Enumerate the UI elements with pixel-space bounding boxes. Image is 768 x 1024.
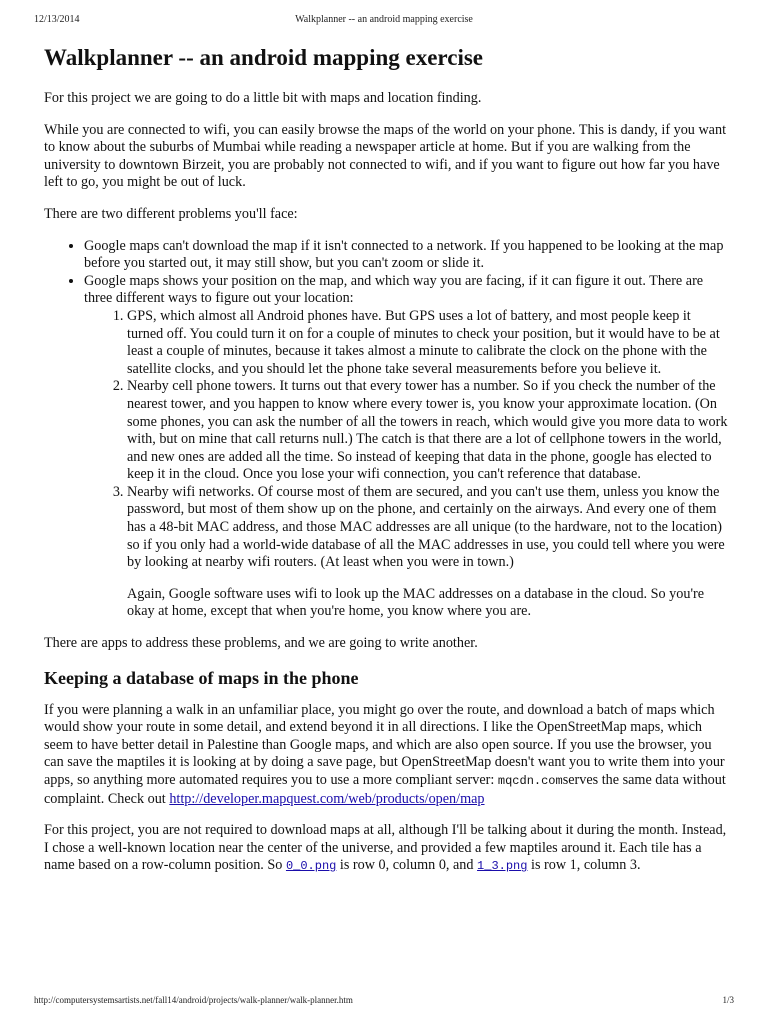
print-date: 12/13/2014 — [34, 14, 80, 25]
mapquest-link[interactable]: http://developer.mapquest.com/web/products/open/map — [169, 790, 485, 807]
problems-list — [44, 238, 728, 621]
section-heading: Keeping a database of maps in the phone — [44, 667, 359, 688]
print-footer-url: http://computersystemsartists.net/fall14/android/projects/walk-planner/walk-planner.htm — [34, 995, 353, 1005]
tile-1-3-link[interactable]: 1_3.png — [477, 859, 528, 874]
problem-item-download — [84, 238, 728, 273]
project-paragraph — [44, 822, 728, 876]
method-gps — [127, 308, 728, 378]
method-wifi-text: Nearby wifi networks. Of course most of them are secured, and you can't use them, unless you know the password, but most of them show up on the phone, and certainly on the airways. And every one of them has a 48-bit MAC address, and those MAC addresses are all unique (to the hardware, not to the location) so if you only had a world-wide database of all the MAC addresses in use, you could tell where you were by looking at nearby wifi routers. (At least when you were in town.) — [127, 483, 725, 571]
method-cell-towers — [127, 378, 728, 484]
problem-text-position: Google maps shows your position on the map, and which way you are facing, if it can figure it out. There are three different ways to figure out your location: — [84, 272, 704, 307]
project-text-3: is row 1, column 3. — [527, 857, 641, 874]
method-cell-towers-text: Nearby cell phone towers. It turns out that every tower has a number. So if you check the number of the nearest tower, and you happen to know where every tower is, you know your approximate location. (On some phones, you can ask the number of all the towers in reach, which would give you more data to work with, but on mine that call returns null.) The catch is that there are a lot of cellphone towers in the world, and new ones are added all the time. So instead of keeping that data in the phone, google has elected to keep it in the cloud. Once you lose your wifi connection, you can't reference that database. — [127, 378, 728, 483]
method-gps-text: GPS, which almost all Android phones have. But GPS uses a lot of battery, and most people keep it turned off. You could turn it on for a couple of minutes to check your position, but it would have to be at least a couple of minutes, because it takes almost a minute to calibrate the clock on the phone with the satellite clocks, and you should let the phone take several measurements before you believe it. — [127, 307, 720, 377]
apps-paragraph: There are apps to address these problems, and we are going to write another. — [44, 635, 478, 652]
server-name-code: mqcdn.com — [497, 774, 563, 788]
method-wifi — [127, 484, 728, 621]
intro-paragraph: For this project we are going to do a little bit with maps and location finding. — [44, 90, 482, 106]
tile-0-0-link[interactable]: 0_0.png — [285, 859, 337, 874]
print-header-title: Walkplanner -- an android mapping exercise — [295, 14, 473, 25]
planning-paragraph — [44, 702, 728, 809]
project-text-2: is row 0, column 0, and — [336, 857, 478, 874]
document-body — [44, 44, 728, 890]
wifi-note: Again, Google software uses wifi to look up the MAC addresses on a database in the cloud. So you're okay at home, except that when you're home, you know where you are. — [127, 585, 705, 620]
page-number: 1/3 — [722, 995, 734, 1005]
planning-text-2: serves the same data without complaint. Check out — [44, 772, 726, 807]
project-text-1: For this project, you are not required to download maps at all, although I'll be talking about it during the month. Instead, I chose a well-known location near the center of the universe, and provided a few maptiles around it. Each tile has a name based on a row-column position. So — [44, 822, 727, 874]
planning-text-1: If you were planning a walk in an unfamiliar place, you might go over the route, and download a batch of maps which would show your route in some detail, and extend beyond it in all directions. I like the OpenStreetMap maps, which seem to have better detail in Palestine than Google maps, and which are also open source. If you use the browser, you can save the maptiles it is looking at by doing a save page, but OpenStreetMap doesn't want you to write them into your apps, so anything more automated requires you to use a more compliant server: — [44, 701, 725, 788]
location-methods-list — [84, 308, 728, 621]
problem-item-position — [84, 273, 728, 621]
problem-text-download: Google maps can't download the map if it isn't connected to a network. If you happened to be looking at the map before you started out, it may still show, but you can't zoom or slide it. — [84, 237, 724, 272]
problems-intro: There are two different problems you'll face: — [44, 205, 298, 222]
page-title: Walkplanner -- an android mapping exercise — [44, 45, 483, 70]
wifi-paragraph: While you are connected to wifi, you can easily browse the maps of the world on your phone. This is dandy, if you want to know about the suburbs of Mumbai while reading a newspaper article at home. But if you are walking from the university to downtown Birzeit, you are probably not connected to wifi, and if you want to figure out how far you have left to go, you might be out of luck. — [44, 121, 727, 191]
